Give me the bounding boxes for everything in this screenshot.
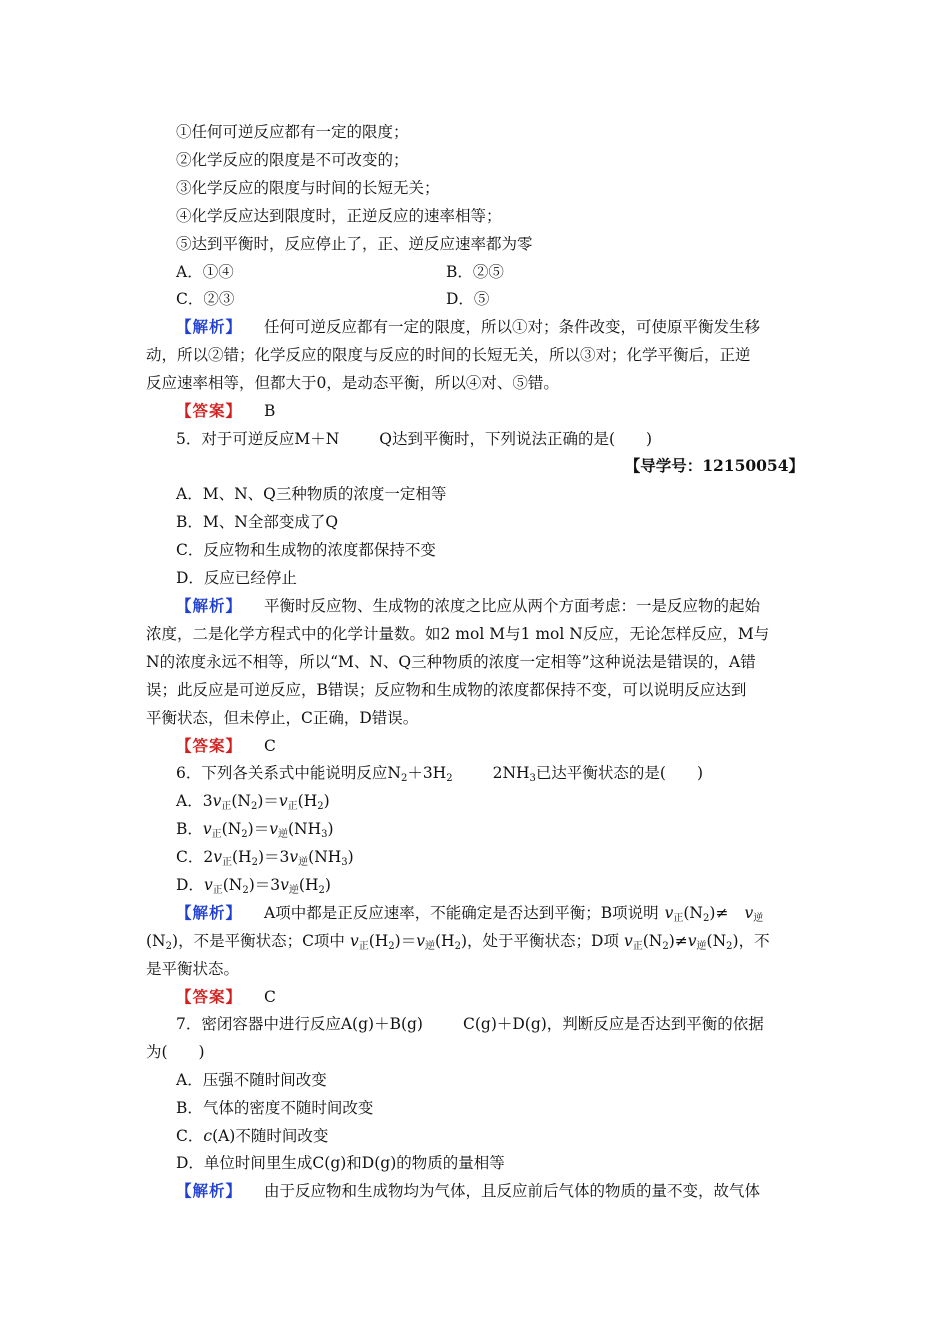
paren: ) — [323, 792, 330, 810]
species: (H — [232, 848, 252, 866]
rate-symbol: v — [269, 820, 278, 838]
guide-number: 【导学号：12150054】 — [624, 456, 804, 475]
answer-value: C — [264, 737, 276, 755]
rate-symbol: v — [203, 876, 213, 894]
q5-answer — [176, 736, 276, 756]
q4-analysis-line-1 — [176, 317, 760, 337]
rate-symbol: v — [687, 932, 697, 950]
rate-symbol: v — [289, 848, 299, 866]
equals: ＝ — [253, 820, 270, 838]
q6-stem-part-4: 已达平衡状态的是( ) — [535, 764, 704, 782]
q7-option-a: A．压强不随时间改变 — [176, 1071, 327, 1089]
subscript: 2 — [388, 941, 395, 952]
subscript: 2 — [251, 857, 258, 868]
rate-symbol: v — [213, 848, 222, 866]
equals: ＝3 — [264, 848, 290, 866]
option-prefix: B． — [176, 820, 203, 838]
paren: ) — [248, 876, 255, 894]
subscript: 逆 — [425, 941, 435, 952]
subscript: 2 — [454, 941, 461, 952]
subscript: 逆 — [278, 829, 288, 840]
q7-option-c — [176, 1126, 328, 1146]
paren: ) — [324, 876, 331, 894]
paren: ) — [668, 932, 675, 950]
subscript: 逆 — [696, 941, 707, 952]
analysis-text: ，不 — [738, 932, 770, 950]
q7-stem — [176, 1014, 764, 1034]
q5-analysis-line-2: 浓度，二是化学方程式中的化学计量数。如2 mol M与1 mol N反应，无论怎样反应，M与 — [146, 625, 770, 643]
q6-answer — [176, 987, 276, 1007]
q5-stem-part-2: Q达到平衡时，下列说法正确的是( ) — [379, 430, 653, 448]
analysis-text: 由于反应物和生成物均为气体，且反应前后气体的物质的量不变，故气体 — [264, 1182, 761, 1200]
subscript: 正 — [287, 801, 298, 812]
q6-option-c — [176, 847, 354, 873]
subscript: 2 — [662, 941, 669, 952]
q6-analysis-line-1 — [176, 903, 763, 929]
subscript: 3 — [529, 773, 536, 784]
q4-analysis-line-3: 反应速率相等，但都大于0，是动态平衡，所以④对、⑤错。 — [146, 374, 559, 392]
answer-value: B — [264, 402, 276, 420]
paren: ) — [394, 932, 401, 950]
q5-option-d: D．反应已经停止 — [176, 569, 297, 587]
concentration-symbol: c — [203, 1127, 213, 1145]
q7-stem-line-2: 为( ) — [146, 1043, 205, 1061]
subscript: 2 — [250, 801, 258, 812]
not-equal: ≠ — [674, 932, 688, 950]
q5-analysis-line-4: 误；此反应是可逆反应，B错误；反应物和生成物的浓度都保持不变，可以说明反应达到 — [146, 681, 747, 699]
subscript: 逆 — [298, 857, 309, 868]
q4-option-d: D．⑤ — [446, 290, 490, 308]
species: (NH — [288, 820, 322, 838]
subscript: 2 — [703, 913, 710, 924]
rate-symbol: v — [349, 932, 359, 950]
q4-answer — [176, 401, 275, 421]
q5-analysis-line-5: 平衡状态，但未停止，C正确，D错误。 — [146, 709, 419, 727]
q6-option-b — [176, 819, 334, 845]
species: (NH — [308, 848, 342, 866]
species: (N — [146, 932, 166, 950]
species: (H — [435, 932, 455, 950]
option-prefix: D． — [176, 876, 204, 894]
q7-analysis-line-1 — [176, 1181, 760, 1201]
rate-symbol: v — [416, 932, 425, 950]
q5-stem-part-1: 5．对于可逆反应M＋N — [176, 430, 340, 448]
q4-statement-4: ④化学反应达到限度时，正逆反应的速率相等； — [176, 207, 502, 225]
paren: ) — [327, 820, 334, 838]
answer-label: 【答案】 — [176, 401, 243, 420]
rate-symbol: v — [744, 904, 754, 922]
rate-symbol: v — [623, 932, 633, 950]
paren: ) — [347, 848, 354, 866]
subscript: 正 — [632, 941, 643, 952]
species: (H — [368, 932, 389, 950]
q6-analysis-line-3: 是平衡状态。 — [146, 960, 240, 978]
equals: ＝3 — [254, 876, 281, 894]
q4-analysis-line-2: 动，所以②错；化学反应的限度与反应的时间的长短无关，所以③对；化学平衡后，正逆 — [146, 346, 751, 364]
subscript: 正 — [221, 801, 232, 812]
q7-stem-part-2: C(g)＋D(g)，判断反应是否达到平衡的依据 — [462, 1015, 764, 1033]
species: (N — [683, 904, 703, 922]
species: (H — [298, 876, 319, 894]
subscript: 2 — [726, 941, 733, 952]
analysis-text: A项中都是正反应速率，不能确定是否达到平衡；B项说明 — [264, 904, 659, 922]
paren: ) — [732, 932, 739, 950]
analysis-label: 【解析】 — [176, 903, 243, 922]
subscript: 2 — [165, 941, 172, 952]
rate-symbol: v — [280, 876, 289, 894]
subscript: 2 — [317, 801, 324, 812]
analysis-text: 任何可逆反应都有一定的限度，所以①对；条件改变，可使原平衡发生移 — [264, 318, 761, 336]
paren: ) — [460, 932, 468, 950]
analysis-text: 平衡时反应物、生成物的浓度之比应从两个方面考虑：一是反应物的起始 — [264, 597, 761, 615]
species: (N — [221, 820, 242, 838]
q6-stem — [176, 763, 703, 789]
answer-label: 【答案】 — [176, 987, 243, 1006]
q6-stem-part-1: 6．下列各关系式中能说明反应N — [176, 764, 401, 782]
q6-stem-part-3: 2NH — [492, 764, 530, 782]
subscript: 2 — [242, 885, 249, 896]
q4-option-a: A．①④ — [176, 263, 234, 281]
rate-symbol: v — [664, 904, 674, 922]
subscript: 逆 — [753, 913, 764, 924]
subscript: 3 — [341, 857, 348, 868]
paren: ) — [257, 792, 264, 810]
paren: ) — [709, 904, 716, 922]
option-prefix: A．3 — [176, 792, 213, 810]
q7-option-d: D．单位时间里生成C(g)和D(g)的物质的量相等 — [176, 1154, 505, 1172]
subscript: 正 — [211, 829, 222, 840]
option-text: (A)不随时间改变 — [212, 1127, 329, 1145]
species: (H — [297, 792, 318, 810]
paren: ) — [247, 820, 254, 838]
paren: ) — [257, 848, 265, 866]
rate-symbol: v — [202, 820, 212, 838]
subscript: 2 — [446, 773, 453, 784]
q7-stem-part-1: 7．密闭容器中进行反应A(g)＋B(g) — [176, 1015, 423, 1033]
rate-symbol: v — [278, 792, 288, 810]
subscript: 逆 — [288, 885, 299, 896]
answer-value: C — [264, 988, 276, 1006]
q6-stem-part-2: ＋3H — [407, 764, 447, 782]
q4-statement-2: ②化学反应的限度是不可改变的； — [176, 151, 409, 169]
q4-option-c: C．②③ — [176, 290, 235, 308]
analysis-text: ，不是平衡状态；C项中 — [178, 932, 345, 950]
subscript: 正 — [212, 885, 223, 896]
rate-symbol: v — [212, 792, 222, 810]
q7-option-b: B．气体的密度不随时间改变 — [176, 1099, 374, 1117]
species: (N — [706, 932, 727, 950]
subscript: 2 — [400, 773, 408, 784]
q4-option-row-1 — [176, 262, 234, 282]
analysis-text: ，处于平衡状态；D项 — [467, 932, 619, 950]
subscript: 2 — [241, 829, 248, 840]
q6-option-a — [176, 791, 330, 817]
paren: ) — [172, 932, 179, 950]
q5-option-a: A．M、N、Q三种物质的浓度一定相等 — [176, 485, 447, 503]
subscript: 正 — [222, 857, 232, 868]
q5-analysis-line-3: N的浓度永远不相等，所以“M、N、Q三种物质的浓度一定相等”这种说法是错误的，A错 — [146, 653, 756, 671]
not-equal: ≠ — [715, 904, 729, 922]
q5-analysis-line-1 — [176, 596, 760, 616]
answer-label: 【答案】 — [176, 736, 243, 755]
q4-statement-1: ①任何可逆反应都有一定的限度； — [176, 123, 409, 141]
q4-statement-3: ③化学反应的限度与时间的长短无关； — [176, 179, 440, 197]
species: (N — [231, 792, 251, 810]
q4-statement-5: ⑤达到平衡时，反应停止了，正、逆反应速率都为零 — [176, 235, 533, 253]
q5-option-c: C．反应物和生成物的浓度都保持不变 — [176, 541, 436, 559]
analysis-label: 【解析】 — [176, 317, 243, 336]
species: (N — [642, 932, 663, 950]
option-prefix: C．2 — [176, 848, 214, 866]
analysis-label: 【解析】 — [176, 1181, 243, 1200]
subscript: 正 — [673, 913, 684, 924]
option-prefix: C． — [176, 1127, 204, 1145]
q6-analysis-line-2 — [146, 931, 770, 957]
equals: ＝ — [400, 932, 417, 950]
subscript: 正 — [358, 941, 369, 952]
q4-option-b: B．②⑤ — [446, 263, 504, 281]
subscript: 2 — [318, 885, 325, 896]
analysis-label: 【解析】 — [176, 596, 243, 615]
species: (N — [222, 876, 243, 894]
q5-stem — [176, 429, 652, 449]
equals: ＝ — [263, 792, 279, 810]
q6-option-d — [176, 875, 331, 901]
q5-option-b: B．M、N全部变成了Q — [176, 513, 339, 531]
subscript: 3 — [321, 829, 328, 840]
